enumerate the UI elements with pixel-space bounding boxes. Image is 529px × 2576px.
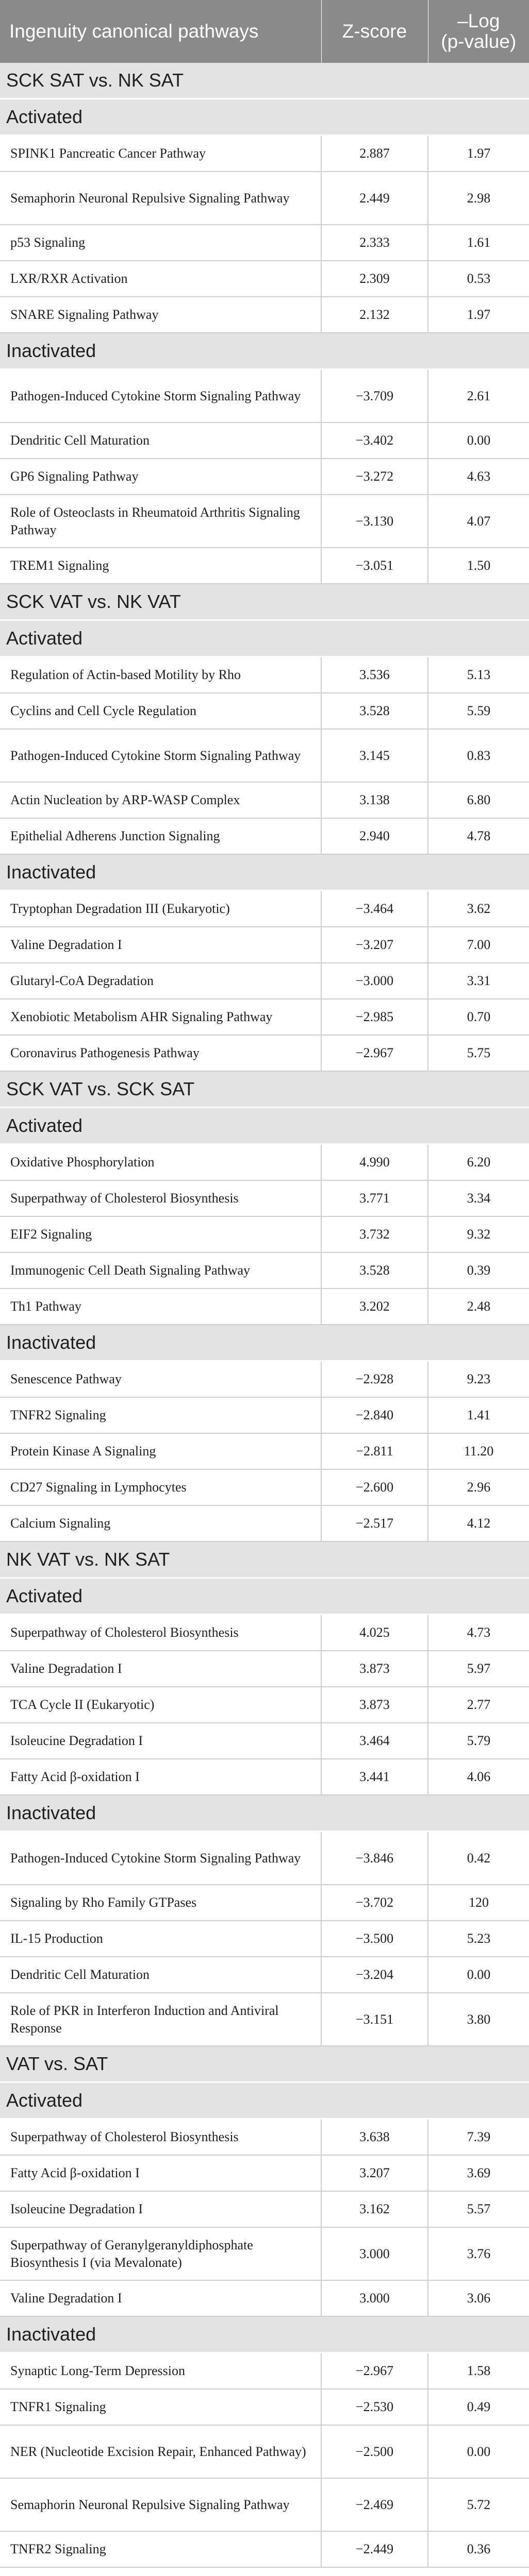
log-pvalue-cell: 0.83 bbox=[428, 729, 529, 782]
table-row bbox=[0, 1759, 529, 1795]
log-pvalue-cell: 0.70 bbox=[428, 999, 529, 1035]
subgroup-activated-label: Activated bbox=[0, 1108, 529, 1144]
log-pvalue-cell: 0.00 bbox=[428, 1957, 529, 1993]
table-row bbox=[0, 2280, 529, 2316]
table-row bbox=[0, 2531, 529, 2567]
zscore-cell: 4.990 bbox=[321, 1144, 428, 1181]
table-row bbox=[0, 495, 529, 548]
log-pvalue-cell: 6.80 bbox=[428, 782, 529, 818]
table-row bbox=[0, 2227, 529, 2280]
pathway-cell: Semaphorin Neuronal Repulsive Signaling Pathway bbox=[0, 172, 321, 225]
zscore-cell: 3.145 bbox=[321, 729, 428, 782]
zscore-cell: −2.517 bbox=[321, 1505, 428, 1541]
zscore-cell: 3.732 bbox=[321, 1216, 428, 1252]
pathway-cell: Role of Osteoclasts in Rheumatoid Arthritis Signaling Pathway bbox=[0, 495, 321, 548]
log-pvalue-cell: 0.53 bbox=[428, 261, 529, 297]
pathway-cell: Superpathway of Cholesterol Biosynthesis bbox=[0, 2119, 321, 2156]
zscore-cell: 3.464 bbox=[321, 1723, 428, 1759]
log-pvalue-cell: 0.00 bbox=[428, 2425, 529, 2478]
log-pvalue-cell: 3.31 bbox=[428, 963, 529, 999]
zscore-cell: −2.928 bbox=[321, 1361, 428, 1398]
log-pvalue-cell: 4.73 bbox=[428, 1615, 529, 1651]
section-header bbox=[0, 584, 529, 620]
table-row bbox=[0, 1180, 529, 1216]
table-row bbox=[0, 2155, 529, 2191]
subgroup-activated bbox=[0, 1578, 529, 1615]
zscore-cell: −3.130 bbox=[321, 495, 428, 548]
pathway-cell: Isoleucine Degradation I bbox=[0, 2191, 321, 2227]
subgroup-inactivated bbox=[0, 2316, 529, 2353]
subgroup-inactivated bbox=[0, 1325, 529, 1361]
header-log-pvalue bbox=[428, 0, 529, 63]
table-row bbox=[0, 297, 529, 333]
pathway-cell: Senescence Pathway bbox=[0, 1361, 321, 1398]
zscore-cell: −3.000 bbox=[321, 963, 428, 999]
zscore-cell: 3.528 bbox=[321, 693, 428, 729]
table-row bbox=[0, 1957, 529, 1993]
pathway-cell: TCA Cycle II (Eukaryotic) bbox=[0, 1687, 321, 1723]
table-row bbox=[0, 1144, 529, 1181]
pathway-cell: TREM1 Signaling bbox=[0, 548, 321, 584]
table-body bbox=[0, 63, 529, 2567]
zscore-cell: −3.204 bbox=[321, 1957, 428, 1993]
log-pvalue-cell: 2.48 bbox=[428, 1289, 529, 1325]
zscore-cell: −3.272 bbox=[321, 459, 428, 495]
zscore-cell: −3.709 bbox=[321, 369, 428, 423]
table-row bbox=[0, 1723, 529, 1759]
pathway-cell: NER (Nucleotide Excision Repair, Enhanced Pathway) bbox=[0, 2425, 321, 2478]
pathway-cell: CD27 Signaling in Lymphocytes bbox=[0, 1469, 321, 1505]
header-pathway: Ingenuity canonical pathways bbox=[0, 0, 321, 63]
log-pvalue-cell: 1.97 bbox=[428, 135, 529, 172]
table-row bbox=[0, 693, 529, 729]
pathway-cell: Calcium Signaling bbox=[0, 1505, 321, 1541]
log-pvalue-cell: 4.07 bbox=[428, 495, 529, 548]
table-row bbox=[0, 2353, 529, 2389]
section-header-label: SCK VAT vs. SCK SAT bbox=[0, 1071, 529, 1108]
pathway-cell: Fatty Acid β-oxidation I bbox=[0, 2155, 321, 2191]
subgroup-inactivated-label: Inactivated bbox=[0, 1795, 529, 1832]
log-pvalue-cell: 9.32 bbox=[428, 1216, 529, 1252]
section-header bbox=[0, 1541, 529, 1578]
table-row bbox=[0, 1433, 529, 1469]
table-row bbox=[0, 729, 529, 782]
log-pvalue-cell: 2.98 bbox=[428, 172, 529, 225]
table-row bbox=[0, 135, 529, 172]
log-pvalue-cell: 2.96 bbox=[428, 1469, 529, 1505]
pathway-cell: Pathogen-Induced Cytokine Storm Signaling Pathway bbox=[0, 369, 321, 423]
zscore-cell: −2.530 bbox=[321, 2389, 428, 2425]
pathway-cell: TNFR2 Signaling bbox=[0, 2531, 321, 2567]
zscore-cell: −3.846 bbox=[321, 1832, 428, 1885]
subgroup-inactivated-label: Inactivated bbox=[0, 333, 529, 369]
zscore-cell: −2.840 bbox=[321, 1397, 428, 1433]
log-pvalue-cell: 5.75 bbox=[428, 1035, 529, 1071]
section-header bbox=[0, 63, 529, 99]
log-pvalue-cell: 9.23 bbox=[428, 1361, 529, 1398]
zscore-cell: 2.887 bbox=[321, 135, 428, 172]
pathway-cell: Regulation of Actin-based Motility by Rho bbox=[0, 657, 321, 693]
log-pvalue-cell: 3.06 bbox=[428, 2280, 529, 2316]
subgroup-activated-label: Activated bbox=[0, 99, 529, 135]
pathway-cell: Valine Degradation I bbox=[0, 927, 321, 963]
pathway-cell: Valine Degradation I bbox=[0, 1651, 321, 1687]
zscore-cell: 3.000 bbox=[321, 2227, 428, 2280]
zscore-cell: −2.500 bbox=[321, 2425, 428, 2478]
zscore-cell: −3.500 bbox=[321, 1921, 428, 1957]
table-row bbox=[0, 927, 529, 963]
zscore-cell: 2.333 bbox=[321, 225, 428, 261]
pathway-cell: TNFR1 Signaling bbox=[0, 2389, 321, 2425]
zscore-cell: −3.051 bbox=[321, 548, 428, 584]
pathway-cell: SPINK1 Pancreatic Cancer Pathway bbox=[0, 135, 321, 172]
log-pvalue-cell: 1.97 bbox=[428, 297, 529, 333]
zscore-cell: 2.132 bbox=[321, 297, 428, 333]
subgroup-activated bbox=[0, 620, 529, 657]
table-row bbox=[0, 891, 529, 927]
table-row bbox=[0, 422, 529, 459]
pathway-cell: Superpathway of Geranylgeranyldiphosphate Biosynthesis I (via Mevalonate) bbox=[0, 2227, 321, 2280]
log-pvalue-cell: 1.58 bbox=[428, 2353, 529, 2389]
table-row bbox=[0, 369, 529, 423]
subgroup-inactivated bbox=[0, 1795, 529, 1832]
pathway-cell: Superpathway of Cholesterol Biosynthesis bbox=[0, 1615, 321, 1651]
table-row bbox=[0, 548, 529, 584]
log-pvalue-cell: 4.12 bbox=[428, 1505, 529, 1541]
zscore-cell: −3.702 bbox=[321, 1885, 428, 1921]
table-row bbox=[0, 999, 529, 1035]
pathway-cell: Valine Degradation I bbox=[0, 2280, 321, 2316]
table-row bbox=[0, 1505, 529, 1541]
log-pvalue-cell: 5.72 bbox=[428, 2478, 529, 2531]
section-header-label: SCK VAT vs. NK VAT bbox=[0, 584, 529, 620]
pathway-cell: Fatty Acid β-oxidation I bbox=[0, 1759, 321, 1795]
header-zscore: Z-score bbox=[321, 0, 428, 63]
table-row bbox=[0, 1687, 529, 1723]
pathway-cell: Epithelial Adherens Junction Signaling bbox=[0, 818, 321, 854]
log-pvalue-cell: 6.20 bbox=[428, 1144, 529, 1181]
table-row bbox=[0, 1885, 529, 1921]
header-log-line2: (p-value) bbox=[441, 31, 517, 52]
zscore-cell: 4.025 bbox=[321, 1615, 428, 1651]
pathway-cell: LXR/RXR Activation bbox=[0, 261, 321, 297]
pathway-cell: SNARE Signaling Pathway bbox=[0, 297, 321, 333]
section-header-label: NK VAT vs. NK SAT bbox=[0, 1541, 529, 1578]
zscore-cell: 2.940 bbox=[321, 818, 428, 854]
subgroup-inactivated-label: Inactivated bbox=[0, 1325, 529, 1361]
table-row bbox=[0, 1615, 529, 1651]
zscore-cell: 3.873 bbox=[321, 1687, 428, 1723]
subgroup-activated bbox=[0, 99, 529, 135]
log-pvalue-cell: 1.61 bbox=[428, 225, 529, 261]
zscore-cell: −2.967 bbox=[321, 1035, 428, 1071]
pathway-cell: Xenobiotic Metabolism AHR Signaling Pathway bbox=[0, 999, 321, 1035]
subgroup-activated-label: Activated bbox=[0, 620, 529, 657]
log-pvalue-cell: 3.76 bbox=[428, 2227, 529, 2280]
table-row bbox=[0, 782, 529, 818]
subgroup-activated bbox=[0, 1108, 529, 1144]
pathway-cell: Tryptophan Degradation III (Eukaryotic) bbox=[0, 891, 321, 927]
pathway-cell: Isoleucine Degradation I bbox=[0, 1723, 321, 1759]
table-row bbox=[0, 1361, 529, 1398]
pathway-cell: Pathogen-Induced Cytokine Storm Signaling Pathway bbox=[0, 729, 321, 782]
log-pvalue-cell: 7.00 bbox=[428, 927, 529, 963]
pathway-cell: Semaphorin Neuronal Repulsive Signaling Pathway bbox=[0, 2478, 321, 2531]
section-header bbox=[0, 2046, 529, 2082]
pathway-cell: Signaling by Rho Family GTPases bbox=[0, 1885, 321, 1921]
zscore-cell: −3.464 bbox=[321, 891, 428, 927]
zscore-cell: −2.811 bbox=[321, 1433, 428, 1469]
pathway-cell: Oxidative Phosphorylation bbox=[0, 1144, 321, 1181]
zscore-cell: −3.151 bbox=[321, 1993, 428, 2046]
table-row bbox=[0, 459, 529, 495]
table-row bbox=[0, 2389, 529, 2425]
pathway-cell: Synaptic Long-Term Depression bbox=[0, 2353, 321, 2389]
subgroup-activated bbox=[0, 2082, 529, 2119]
log-pvalue-cell: 0.39 bbox=[428, 1252, 529, 1289]
section-header-label: VAT vs. SAT bbox=[0, 2046, 529, 2082]
table-row bbox=[0, 2478, 529, 2531]
table-row bbox=[0, 261, 529, 297]
log-pvalue-cell: 5.13 bbox=[428, 657, 529, 693]
pathway-cell: Glutaryl-CoA Degradation bbox=[0, 963, 321, 999]
zscore-cell: −3.207 bbox=[321, 927, 428, 963]
subgroup-inactivated bbox=[0, 854, 529, 891]
pathway-cell: Th1 Pathway bbox=[0, 1289, 321, 1325]
table-row bbox=[0, 1035, 529, 1071]
log-pvalue-cell: 3.80 bbox=[428, 1993, 529, 2046]
log-pvalue-cell: 3.69 bbox=[428, 2155, 529, 2191]
pathway-cell: Cyclins and Cell Cycle Regulation bbox=[0, 693, 321, 729]
subgroup-inactivated bbox=[0, 333, 529, 369]
log-pvalue-cell: 5.59 bbox=[428, 693, 529, 729]
zscore-cell: 2.309 bbox=[321, 261, 428, 297]
log-pvalue-cell: 5.97 bbox=[428, 1651, 529, 1687]
table-row bbox=[0, 1289, 529, 1325]
table-row bbox=[0, 1651, 529, 1687]
pathway-cell: GP6 Signaling Pathway bbox=[0, 459, 321, 495]
log-pvalue-cell: 5.23 bbox=[428, 1921, 529, 1957]
table-row bbox=[0, 1921, 529, 1957]
section-header-label: SCK SAT vs. NK SAT bbox=[0, 63, 529, 99]
pathway-cell: Protein Kinase A Signaling bbox=[0, 1433, 321, 1469]
log-pvalue-cell: 11.20 bbox=[428, 1433, 529, 1469]
table-row bbox=[0, 2191, 529, 2227]
zscore-cell: 3.536 bbox=[321, 657, 428, 693]
table-row bbox=[0, 1469, 529, 1505]
zscore-cell: −2.600 bbox=[321, 1469, 428, 1505]
log-pvalue-cell: 7.39 bbox=[428, 2119, 529, 2156]
zscore-cell: 3.162 bbox=[321, 2191, 428, 2227]
subgroup-inactivated-label: Inactivated bbox=[0, 2316, 529, 2353]
log-pvalue-cell: 3.34 bbox=[428, 1180, 529, 1216]
log-pvalue-cell: 0.42 bbox=[428, 1832, 529, 1885]
zscore-cell: 3.873 bbox=[321, 1651, 428, 1687]
subgroup-activated-label: Activated bbox=[0, 2082, 529, 2119]
section-header bbox=[0, 1071, 529, 1108]
table-row bbox=[0, 1397, 529, 1433]
log-pvalue-cell: 4.63 bbox=[428, 459, 529, 495]
table-row bbox=[0, 1832, 529, 1885]
pathway-cell: TNFR2 Signaling bbox=[0, 1397, 321, 1433]
pathway-cell: IL-15 Production bbox=[0, 1921, 321, 1957]
zscore-cell: 3.441 bbox=[321, 1759, 428, 1795]
pathway-cell: Dendritic Cell Maturation bbox=[0, 1957, 321, 1993]
zscore-cell: −2.449 bbox=[321, 2531, 428, 2567]
pathway-cell: Actin Nucleation by ARP-WASP Complex bbox=[0, 782, 321, 818]
table-row bbox=[0, 225, 529, 261]
zscore-cell: 3.138 bbox=[321, 782, 428, 818]
zscore-cell: −3.402 bbox=[321, 422, 428, 459]
pathway-cell: Superpathway of Cholesterol Biosynthesis bbox=[0, 1180, 321, 1216]
log-pvalue-cell: 3.62 bbox=[428, 891, 529, 927]
log-pvalue-cell: 4.06 bbox=[428, 1759, 529, 1795]
pathway-cell: Role of PKR in Interferon Induction and Antiviral Response bbox=[0, 1993, 321, 2046]
subgroup-inactivated-label: Inactivated bbox=[0, 854, 529, 891]
log-pvalue-cell: 5.79 bbox=[428, 1723, 529, 1759]
table-row bbox=[0, 2119, 529, 2156]
log-pvalue-cell: 0.36 bbox=[428, 2531, 529, 2567]
table-row bbox=[0, 1216, 529, 1252]
table-row bbox=[0, 818, 529, 854]
zscore-cell: 3.000 bbox=[321, 2280, 428, 2316]
log-pvalue-cell: 0.00 bbox=[428, 422, 529, 459]
table-row bbox=[0, 1252, 529, 1289]
table-row bbox=[0, 657, 529, 693]
log-pvalue-cell: 2.61 bbox=[428, 369, 529, 423]
log-pvalue-cell: 120 bbox=[428, 1885, 529, 1921]
log-pvalue-cell: 2.77 bbox=[428, 1687, 529, 1723]
zscore-cell: 3.528 bbox=[321, 1252, 428, 1289]
pathway-cell: Immunogenic Cell Death Signaling Pathway bbox=[0, 1252, 321, 1289]
table-row bbox=[0, 172, 529, 225]
pathway-cell: Pathogen-Induced Cytokine Storm Signaling Pathway bbox=[0, 1832, 321, 1885]
zscore-cell: 3.207 bbox=[321, 2155, 428, 2191]
pathway-cell: p53 Signaling bbox=[0, 225, 321, 261]
zscore-cell: −2.469 bbox=[321, 2478, 428, 2531]
log-pvalue-cell: 0.49 bbox=[428, 2389, 529, 2425]
zscore-cell: 2.449 bbox=[321, 172, 428, 225]
header-row bbox=[0, 0, 529, 63]
pathway-cell: Dendritic Cell Maturation bbox=[0, 422, 321, 459]
subgroup-activated-label: Activated bbox=[0, 1578, 529, 1615]
zscore-cell: −2.967 bbox=[321, 2353, 428, 2389]
header-log-line1: –Log bbox=[457, 10, 500, 31]
zscore-cell: 3.771 bbox=[321, 1180, 428, 1216]
log-pvalue-cell: 4.78 bbox=[428, 818, 529, 854]
zscore-cell: −2.985 bbox=[321, 999, 428, 1035]
log-pvalue-cell: 1.41 bbox=[428, 1397, 529, 1433]
pathway-cell: EIF2 Signaling bbox=[0, 1216, 321, 1252]
table-row bbox=[0, 2425, 529, 2478]
zscore-cell: 3.202 bbox=[321, 1289, 428, 1325]
zscore-cell: 3.638 bbox=[321, 2119, 428, 2156]
table-row bbox=[0, 1993, 529, 2046]
log-pvalue-cell: 1.50 bbox=[428, 548, 529, 584]
table-row bbox=[0, 963, 529, 999]
log-pvalue-cell: 5.57 bbox=[428, 2191, 529, 2227]
pathway-cell: Coronavirus Pathogenesis Pathway bbox=[0, 1035, 321, 1071]
